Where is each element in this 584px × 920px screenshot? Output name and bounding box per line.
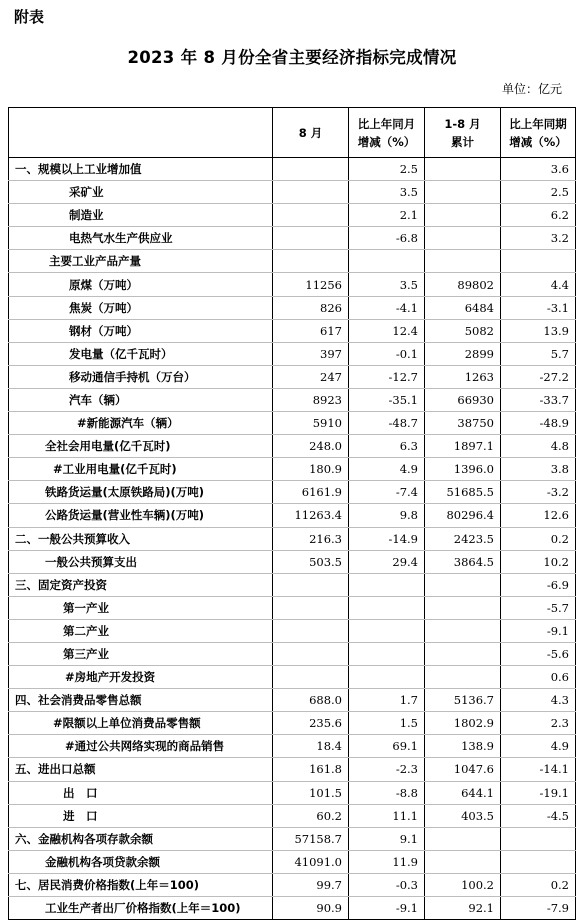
month-value: 11256: [273, 273, 349, 296]
indicator-name: #新能源汽车（辆）: [9, 412, 273, 435]
indicator-name: 发电量（亿千瓦时）: [9, 342, 273, 365]
table-row: [9, 319, 576, 342]
indicator-name: 第一产业: [9, 596, 273, 619]
yoy-month-value: 3.5: [349, 273, 425, 296]
yoy-month-value: -4.1: [349, 296, 425, 319]
cumulative-value: 89802: [425, 273, 501, 296]
unit-note: 单位：亿元: [501, 82, 562, 96]
cumulative-value: 92.1: [425, 897, 501, 920]
yoy-period-value: -6.9: [501, 573, 576, 596]
yoy-period-value: -4.5: [501, 804, 576, 827]
table-row: [9, 273, 576, 296]
table-row: [9, 897, 576, 920]
yoy-month-value: 1.7: [349, 689, 425, 712]
yoy-month-value: [349, 642, 425, 665]
indicator-name: 铁路货运量(太原铁路局)(万吨): [9, 481, 273, 504]
month-value: 617: [273, 319, 349, 342]
indicator-name: 制造业: [9, 204, 273, 227]
month-value: 826: [273, 296, 349, 319]
cumulative-value: 38750: [425, 412, 501, 435]
yoy-month-value: [349, 596, 425, 619]
cumulative-value: 6484: [425, 296, 501, 319]
indicator-name: 三、固定资产投资: [9, 573, 273, 596]
yoy-period-value: -48.9: [501, 412, 576, 435]
yoy-period-value: -19.1: [501, 781, 576, 804]
indicator-name: 第三产业: [9, 642, 273, 665]
cumulative-value: 1802.9: [425, 712, 501, 735]
table-row: [9, 781, 576, 804]
cumulative-value: [425, 619, 501, 642]
yoy-period-value: 4.8: [501, 435, 576, 458]
yoy-month-value: -8.8: [349, 781, 425, 804]
table-row: [9, 850, 576, 873]
indicator-name: #通过公共网络实现的商品销售: [9, 735, 273, 758]
month-value: 688.0: [273, 689, 349, 712]
yoy-month-value: 2.5: [349, 158, 425, 181]
yoy-period-value: 3.8: [501, 458, 576, 481]
month-value: [273, 619, 349, 642]
cumulative-value: 66930: [425, 388, 501, 411]
yoy-period-value: -9.1: [501, 619, 576, 642]
yoy-month-value: -48.7: [349, 412, 425, 435]
month-value: 90.9: [273, 897, 349, 920]
table-body: [9, 158, 576, 920]
month-value: 248.0: [273, 435, 349, 458]
yoy-month-value: -2.3: [349, 758, 425, 781]
cumulative-value: 2899: [425, 342, 501, 365]
indicator-name: 五、进出口总额: [9, 758, 273, 781]
table-row: [9, 642, 576, 665]
header-line: 累计: [451, 134, 474, 149]
yoy-period-value: 10.2: [501, 550, 576, 573]
indicator-name: 六、金融机构各项存款余额: [9, 827, 273, 850]
indicator-name: 第二产业: [9, 619, 273, 642]
cumulative-value: [425, 850, 501, 873]
yoy-month-value: 2.1: [349, 204, 425, 227]
yoy-period-value: -5.7: [501, 596, 576, 619]
month-value: 5910: [273, 412, 349, 435]
month-value: [273, 250, 349, 273]
cumulative-value: 3864.5: [425, 550, 501, 573]
table-row: [9, 181, 576, 204]
indicator-name: 公路货运量(营业性车辆)(万吨): [9, 504, 273, 527]
yoy-month-value: -35.1: [349, 388, 425, 411]
yoy-month-value: 11.1: [349, 804, 425, 827]
yoy-month-value: 6.3: [349, 435, 425, 458]
yoy-month-value: -12.7: [349, 365, 425, 388]
indicator-name: 一、规模以上工业增加值: [9, 158, 273, 181]
header-line: 增减（%）: [509, 134, 567, 149]
indicator-name: 采矿业: [9, 181, 273, 204]
table-row: [9, 250, 576, 273]
yoy-period-value: [501, 827, 576, 850]
header-line: 比上年同月: [357, 116, 416, 131]
month-value: [273, 227, 349, 250]
cumulative-value: [425, 666, 501, 689]
month-value: [273, 158, 349, 181]
header-line: 比上年同期: [509, 116, 567, 131]
cumulative-value: 644.1: [425, 781, 501, 804]
month-value: 18.4: [273, 735, 349, 758]
indicator-name: 四、社会消费品零售总额: [9, 689, 273, 712]
table-row: [9, 365, 576, 388]
yoy-month-value: -7.4: [349, 481, 425, 504]
indicator-name: #限额以上单位消费品零售额: [9, 712, 273, 735]
yoy-period-value: 2.5: [501, 181, 576, 204]
yoy-month-value: -0.1: [349, 342, 425, 365]
indicator-name: #房地产开发投资: [9, 666, 273, 689]
yoy-month-value: 11.9: [349, 850, 425, 873]
month-value: 99.7: [273, 873, 349, 896]
cumulative-value: 1263: [425, 365, 501, 388]
table-row: [9, 735, 576, 758]
header-line: 增减（%）: [357, 134, 416, 149]
cumulative-value: 403.5: [425, 804, 501, 827]
indicator-name: 移动通信手持机（万台）: [9, 365, 273, 388]
table-row: [9, 435, 576, 458]
yoy-month-value: 3.5: [349, 181, 425, 204]
cumulative-value: [425, 642, 501, 665]
yoy-period-value: 0.2: [501, 873, 576, 896]
cumulative-value: 100.2: [425, 873, 501, 896]
table-header-row: [9, 108, 576, 158]
cumulative-value: [425, 227, 501, 250]
indicator-name: #工业用电量(亿千瓦时): [9, 458, 273, 481]
yoy-month-value: 9.8: [349, 504, 425, 527]
yoy-period-value: -3.2: [501, 481, 576, 504]
header-line: 8 月: [298, 125, 323, 140]
cumulative-value: 138.9: [425, 735, 501, 758]
cumulative-value: [425, 573, 501, 596]
table-row: [9, 227, 576, 250]
yoy-month-value: 4.9: [349, 458, 425, 481]
table-row: [9, 550, 576, 573]
month-value: 247: [273, 365, 349, 388]
yoy-period-value: 13.9: [501, 319, 576, 342]
cumulative-value: [425, 250, 501, 273]
table-row: [9, 342, 576, 365]
month-value: 6161.9: [273, 481, 349, 504]
table-row: [9, 758, 576, 781]
yoy-period-value: 5.7: [501, 342, 576, 365]
indicator-name: 一般公共预算支出: [9, 550, 273, 573]
appendix-label: 附表: [14, 8, 45, 26]
yoy-period-value: -27.2: [501, 365, 576, 388]
table-row: [9, 412, 576, 435]
cumulative-value: 80296.4: [425, 504, 501, 527]
yoy-period-value: -3.1: [501, 296, 576, 319]
yoy-month-value: -6.8: [349, 227, 425, 250]
yoy-period-value: 3.2: [501, 227, 576, 250]
month-value: [273, 642, 349, 665]
yoy-month-value: [349, 666, 425, 689]
month-value: [273, 573, 349, 596]
yoy-month-value: [349, 250, 425, 273]
header-yoy-period: [501, 108, 576, 158]
table-row: [9, 804, 576, 827]
indicator-name: 钢材（万吨）: [9, 319, 273, 342]
yoy-period-value: [501, 250, 576, 273]
header-indicator: [9, 108, 273, 158]
table-row: [9, 827, 576, 850]
table-row: [9, 596, 576, 619]
header-cumulative: [425, 108, 501, 158]
month-value: 8923: [273, 388, 349, 411]
table-row: [9, 573, 576, 596]
month-value: 60.2: [273, 804, 349, 827]
table-row: [9, 296, 576, 319]
indicator-name: 二、一般公共预算收入: [9, 527, 273, 550]
yoy-month-value: -14.9: [349, 527, 425, 550]
cumulative-value: 51685.5: [425, 481, 501, 504]
yoy-month-value: 1.5: [349, 712, 425, 735]
yoy-month-value: 9.1: [349, 827, 425, 850]
table-row: [9, 527, 576, 550]
cumulative-value: 1047.6: [425, 758, 501, 781]
yoy-period-value: 0.6: [501, 666, 576, 689]
yoy-month-value: 69.1: [349, 735, 425, 758]
table-row: [9, 689, 576, 712]
cumulative-value: [425, 158, 501, 181]
indicator-name: 电热气水生产供应业: [9, 227, 273, 250]
indicator-name: 出 口: [9, 781, 273, 804]
yoy-period-value: 3.6: [501, 158, 576, 181]
table-row: [9, 619, 576, 642]
table-row: [9, 388, 576, 411]
month-value: 41091.0: [273, 850, 349, 873]
yoy-month-value: 12.4: [349, 319, 425, 342]
yoy-period-value: 4.4: [501, 273, 576, 296]
indicator-name: 七、居民消费价格指数(上年＝100): [9, 873, 273, 896]
indicator-name: 金融机构各项贷款余额: [9, 850, 273, 873]
cumulative-value: [425, 827, 501, 850]
month-value: 216.3: [273, 527, 349, 550]
cumulative-value: [425, 181, 501, 204]
cumulative-value: 1897.1: [425, 435, 501, 458]
table-row: [9, 204, 576, 227]
yoy-month-value: -9.1: [349, 897, 425, 920]
table-row: [9, 666, 576, 689]
page-title: 2023 年 8 月份全省主要经济指标完成情况: [127, 48, 457, 67]
yoy-month-value: -0.3: [349, 873, 425, 896]
month-value: 235.6: [273, 712, 349, 735]
month-value: [273, 181, 349, 204]
indicator-name: 主要工业产品产量: [9, 250, 273, 273]
yoy-period-value: -33.7: [501, 388, 576, 411]
cumulative-value: 2423.5: [425, 527, 501, 550]
cumulative-value: 5082: [425, 319, 501, 342]
yoy-period-value: [501, 850, 576, 873]
header-line: 1-8 月: [444, 116, 481, 131]
yoy-period-value: 6.2: [501, 204, 576, 227]
indicator-name: 汽车（辆）: [9, 388, 273, 411]
table-row: [9, 712, 576, 735]
table-row: [9, 481, 576, 504]
indicator-table: [8, 107, 576, 920]
table-row: [9, 873, 576, 896]
cumulative-value: [425, 596, 501, 619]
table-row: [9, 504, 576, 527]
yoy-period-value: -14.1: [501, 758, 576, 781]
yoy-period-value: 4.3: [501, 689, 576, 712]
indicator-name: 进 口: [9, 804, 273, 827]
yoy-period-value: -7.9: [501, 897, 576, 920]
indicator-name: 焦炭（万吨）: [9, 296, 273, 319]
cumulative-value: [425, 204, 501, 227]
month-value: 397: [273, 342, 349, 365]
month-value: 161.8: [273, 758, 349, 781]
month-value: 180.9: [273, 458, 349, 481]
table-row: [9, 158, 576, 181]
month-value: 101.5: [273, 781, 349, 804]
yoy-month-value: [349, 619, 425, 642]
table-row: [9, 458, 576, 481]
month-value: [273, 666, 349, 689]
yoy-month-value: 29.4: [349, 550, 425, 573]
yoy-month-value: [349, 573, 425, 596]
header-month: [273, 108, 349, 158]
indicator-name: 工业生产者出厂价格指数(上年＝100): [9, 897, 273, 920]
yoy-period-value: 12.6: [501, 504, 576, 527]
cumulative-value: 1396.0: [425, 458, 501, 481]
yoy-period-value: 4.9: [501, 735, 576, 758]
month-value: [273, 204, 349, 227]
yoy-period-value: 2.3: [501, 712, 576, 735]
month-value: 57158.7: [273, 827, 349, 850]
cumulative-value: 5136.7: [425, 689, 501, 712]
month-value: [273, 596, 349, 619]
indicator-name: 原煤（万吨）: [9, 273, 273, 296]
month-value: 11263.4: [273, 504, 349, 527]
yoy-period-value: -5.6: [501, 642, 576, 665]
indicator-name: 全社会用电量(亿千瓦时): [9, 435, 273, 458]
month-value: 503.5: [273, 550, 349, 573]
header-yoy-month: [349, 108, 425, 158]
yoy-period-value: 0.2: [501, 527, 576, 550]
